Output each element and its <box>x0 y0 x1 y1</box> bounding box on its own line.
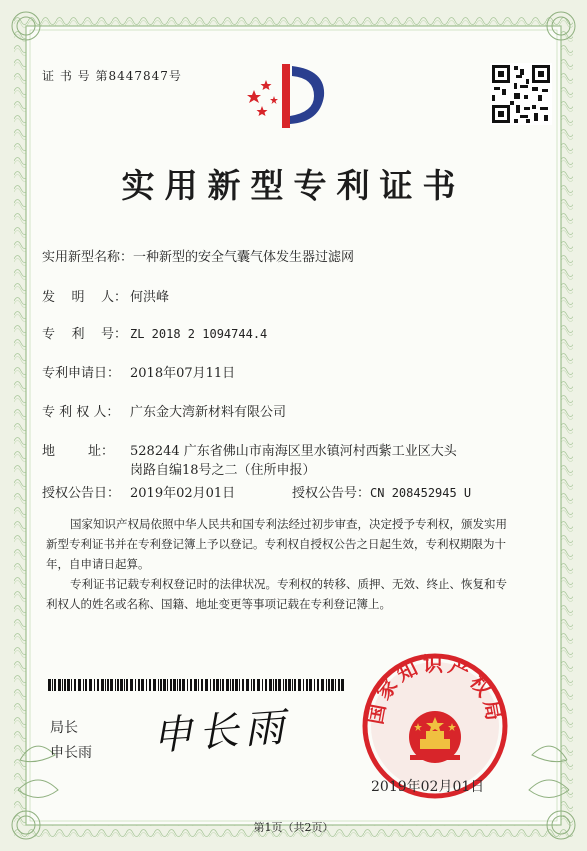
field-address <box>42 440 457 459</box>
body-paragraph-1-line-3: 年，自申请日起算。 <box>46 557 150 571</box>
seal-text: 国家知识产权局 <box>363 651 507 727</box>
application-date-value: 2018年07月11日 <box>130 366 236 381</box>
certificate-number: 证 书 号 第8447847号 <box>42 69 182 83</box>
grant-number-value: CN 208452945 U <box>370 486 472 500</box>
director-title: 局长 <box>50 720 78 736</box>
barcode-icon <box>48 679 348 691</box>
seal-date: 2019年02月01日 <box>371 779 485 795</box>
name-value: 一种新型的安全气囊气体发生器过滤网 <box>133 250 355 265</box>
patent-number-value: ZL 2018 2 1094744.4 <box>130 327 268 341</box>
address-line-1: 528244 广东省佛山市南海区里水镇河村西紫工业区大头 <box>130 444 457 459</box>
grant-date-label: 授权公告日： <box>42 486 121 501</box>
body-paragraph-1-line-2: 新型专利证书并在专利登记簿上予以登记。专利权自授权公告之日起生效，专利权期限为十 <box>46 537 506 551</box>
inventor-value: 何洪峰 <box>130 290 170 305</box>
field-grant-number <box>292 482 471 501</box>
patent-number-label: 专 利 号： <box>42 327 128 342</box>
patent-office-logo <box>240 58 330 136</box>
page-indicator: 第1页（共2页） <box>253 821 334 834</box>
body-paragraph-2-line-1: 专利证书记载专利权登记时的法律状况。专利权的转移、质押、无效、终止、恢复和专 <box>70 577 507 591</box>
application-date-label: 专利申请日： <box>42 366 121 381</box>
name-label: 实用新型名称： <box>42 250 134 265</box>
address-line-2: 岗路自编18号之二（住所申报） <box>130 463 316 478</box>
handwritten-signature: 申长雨 <box>150 704 292 760</box>
body-paragraph-1-line-1: 国家知识产权局依照中华人民共和国专利法经过初步审查，决定授予专利权，颁发实用 <box>70 517 507 531</box>
grant-number-label: 授权公告号： <box>292 486 371 501</box>
field-patentee <box>42 401 286 420</box>
grant-date-value: 2019年02月01日 <box>130 486 236 501</box>
qr-code-icon <box>490 63 552 125</box>
body-paragraph-2-line-2: 利权人的姓名或名称、国籍、地址变更等事项记载在专利登记簿上。 <box>46 597 391 611</box>
inventor-label: 发 明 人： <box>42 290 128 305</box>
patentee-value: 广东金大湾新材料有限公司 <box>130 405 287 420</box>
field-patent-number <box>42 323 267 342</box>
field-application-date <box>42 362 235 381</box>
field-utility-model-name <box>42 246 354 265</box>
address-label: 地 址： <box>42 444 115 459</box>
field-grant-date <box>42 482 235 501</box>
certificate-title: 实用新型专利证书 <box>121 166 466 205</box>
director-name: 申长雨 <box>50 745 92 761</box>
field-inventor <box>42 286 169 305</box>
patentee-label: 专 利 权 人： <box>42 405 120 420</box>
